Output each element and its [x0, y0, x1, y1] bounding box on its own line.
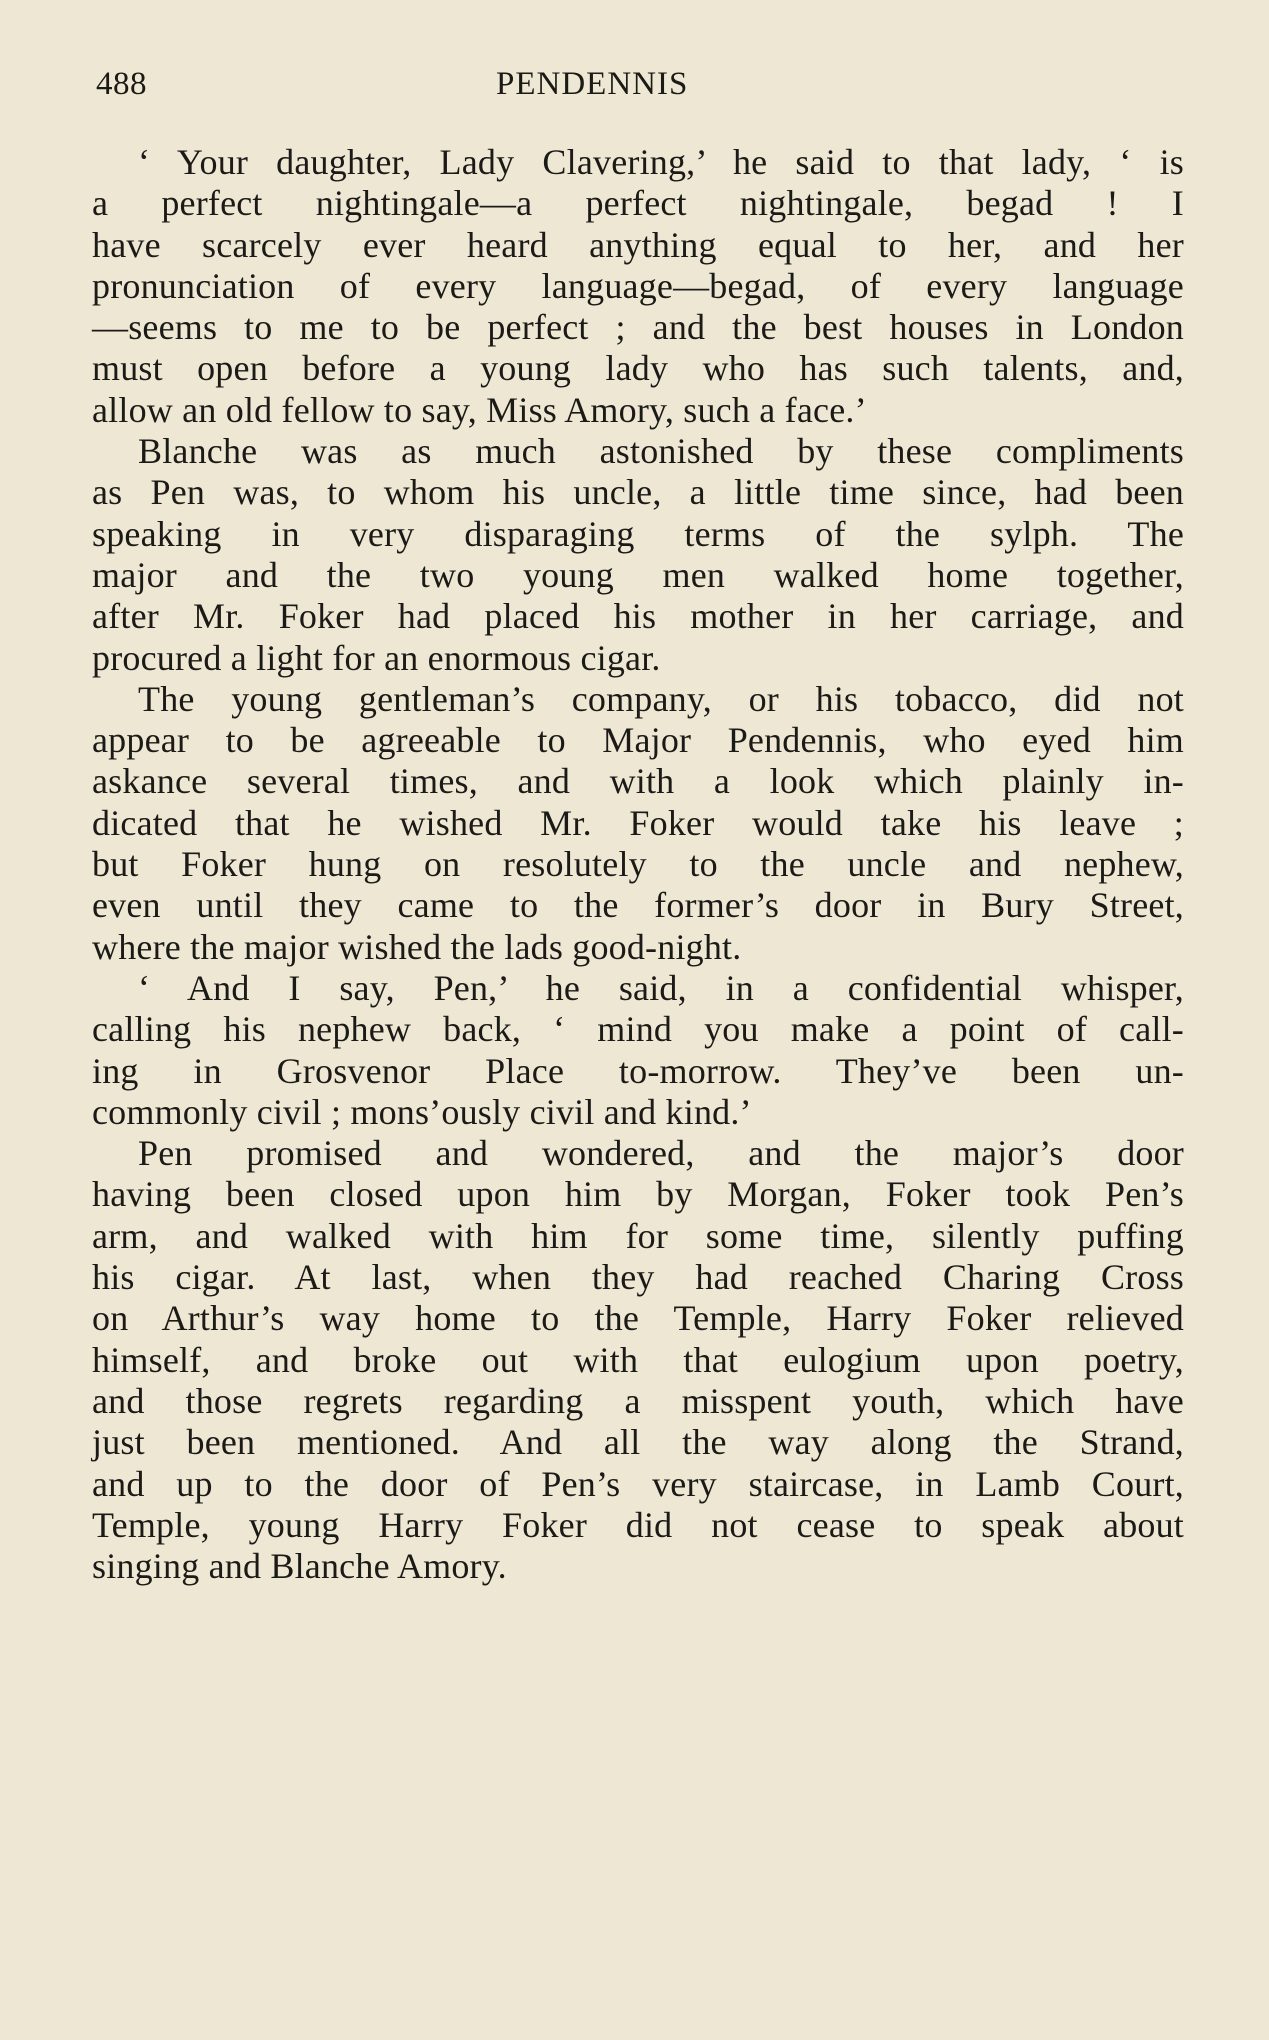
- body-text: [92, 142, 1184, 1587]
- text-line: where the major wished the lads good-night.: [92, 926, 742, 967]
- text-line: ing in Grosvenor Place to-morrow. They’ve been un-: [92, 1050, 1184, 1091]
- text-line: even until they came to the former’s door in Bury Street,: [92, 885, 1184, 926]
- page-number: 488: [96, 66, 147, 102]
- text-line: speaking in very disparaging terms of the sylph. The: [92, 513, 1184, 554]
- text-line: ‘ And I say, Pen,’ he said, in a confidential whisper,: [138, 967, 1184, 1008]
- text-line: askance several times, and with a look which plainly in-: [92, 761, 1184, 802]
- text-line: as Pen was, to whom his uncle, a little time since, had been: [92, 472, 1184, 513]
- text-line: allow an old fellow to say, Miss Amory, such a face.’: [92, 389, 867, 430]
- paragraph: [92, 679, 1184, 968]
- text-line: procured a light for an enormous cigar.: [92, 637, 661, 678]
- text-line: just been mentioned. And all the way along the Strand,: [92, 1422, 1184, 1463]
- text-line: appear to be agreeable to Major Pendennis, who eyed him: [92, 720, 1184, 761]
- text-line: —seems to me to be perfect ; and the best houses in London: [92, 307, 1184, 348]
- text-line: a perfect nightingale—a perfect nightingale, begad ! I: [92, 183, 1184, 224]
- text-line: singing and Blanche Amory.: [92, 1546, 507, 1587]
- text-line: calling his nephew back, ‘ mind you make a point of call-: [92, 1009, 1184, 1050]
- text-line: commonly civil ; mons’ously civil and kind.’: [92, 1091, 752, 1132]
- text-line: Temple, young Harry Foker did not cease to speak about: [92, 1504, 1184, 1545]
- text-line: having been closed upon him by Morgan, Foker took Pen’s: [92, 1174, 1184, 1215]
- running-head: [96, 66, 1186, 112]
- text-line: and up to the door of Pen’s very staircase, in Lamb Court,: [92, 1463, 1184, 1504]
- text-line: himself, and broke out with that eulogium upon poetry,: [92, 1339, 1184, 1380]
- text-line: after Mr. Foker had placed his mother in her carriage, and: [92, 596, 1184, 637]
- text-line: Pen promised and wondered, and the major’s door: [138, 1133, 1184, 1174]
- text-line: but Foker hung on resolutely to the uncle and nephew,: [92, 844, 1184, 885]
- paragraph: [92, 1133, 1184, 1587]
- text-line: on Arthur’s way home to the Temple, Harry Foker relieved: [92, 1298, 1184, 1339]
- paragraph: [92, 431, 1184, 679]
- text-line: and those regrets regarding a misspent youth, which have: [92, 1380, 1184, 1421]
- text-line: dicated that he wished Mr. Foker would take his leave ;: [92, 802, 1184, 843]
- running-title: PENDENNIS: [496, 66, 689, 102]
- paragraph: [92, 142, 1184, 431]
- text-line: Blanche was as much astonished by these compliments: [138, 431, 1184, 472]
- text-line: pronunciation of every language—begad, of every language: [92, 265, 1184, 306]
- paragraph: [92, 968, 1184, 1133]
- text-line: major and the two young men walked home together,: [92, 554, 1184, 595]
- text-line: have scarcely ever heard anything equal to her, and her: [92, 224, 1184, 265]
- text-line: arm, and walked with him for some time, silently puffing: [92, 1215, 1184, 1256]
- text-line: The young gentleman’s company, or his tobacco, did not: [138, 678, 1184, 719]
- text-line: ‘ Your daughter, Lady Clavering,’ he said to that lady, ‘ is: [138, 142, 1184, 182]
- text-line: his cigar. At last, when they had reached Charing Cross: [92, 1257, 1184, 1298]
- text-line: must open before a young lady who has such talents, and,: [92, 348, 1184, 389]
